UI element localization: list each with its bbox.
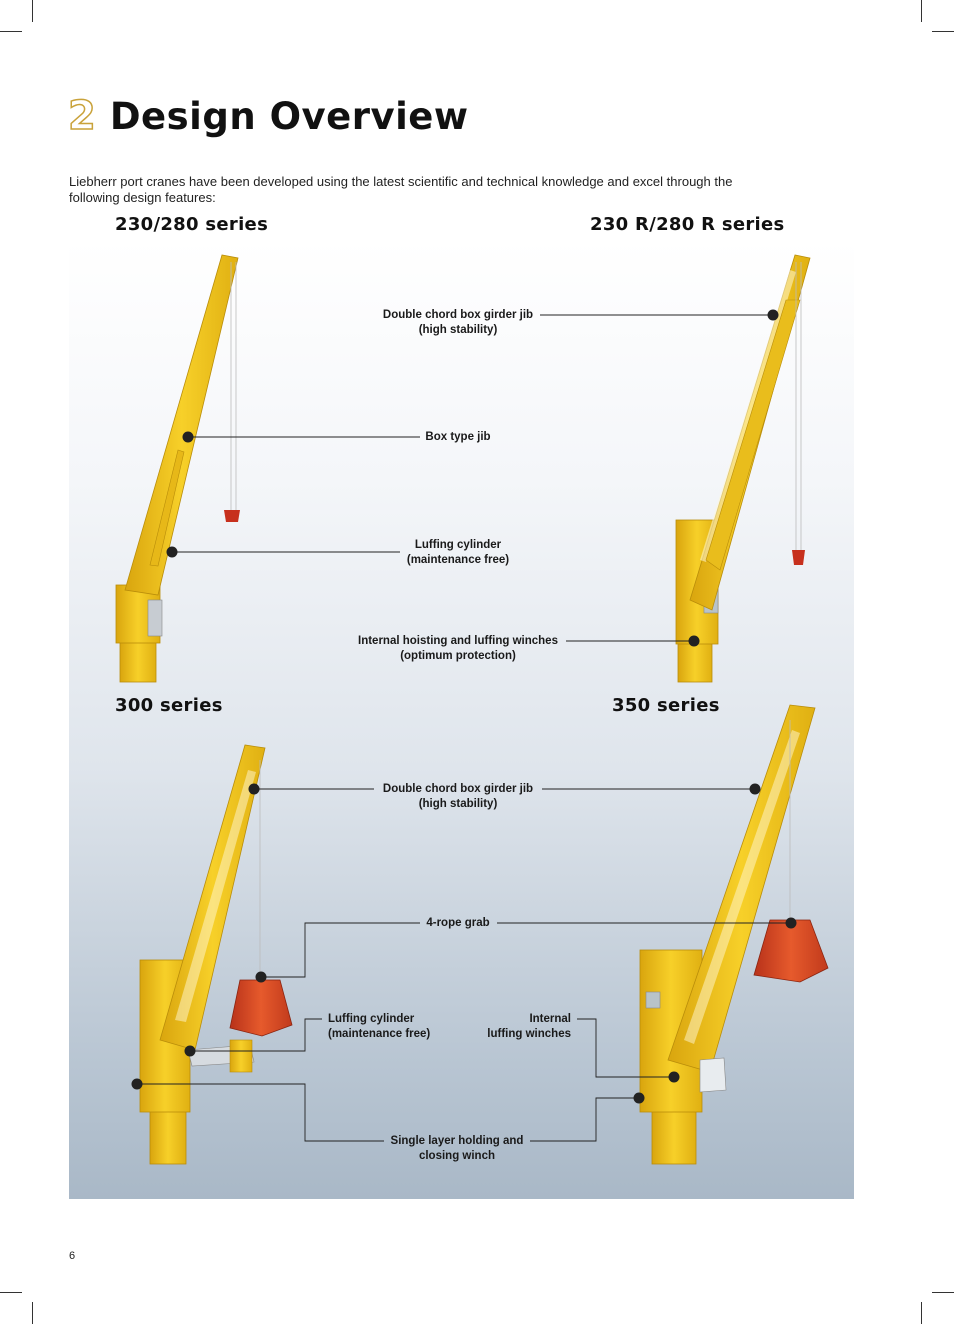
label-box-type-jib: Box type jib — [425, 431, 491, 443]
series-heading-230: 230/280 series — [115, 214, 269, 235]
label-internal-luffing-winches: Internal luffing winches — [487, 1013, 571, 1040]
label-double-chord-top: Double chord box girder jib (high stability) — [382, 309, 534, 336]
label-4-rope-grab: 4-rope grab — [426, 917, 490, 929]
crane-230r-series — [676, 255, 810, 682]
label-double-chord-bottom: Double chord box girder jib (high stability) — [382, 783, 534, 810]
intro-text: Liebherr port cranes have been developed using the latest scientific and technical knowledge and excel through the following design features: — [69, 174, 733, 205]
label-single-layer-winch: Single layer holding and closing winch — [390, 1135, 524, 1162]
section-number: 2 — [68, 93, 96, 139]
series-heading-300: 300 series — [115, 695, 223, 716]
title-text: Design Overview — [109, 94, 469, 138]
series-heading-350: 350 series — [612, 695, 720, 716]
crane-350-series — [634, 705, 829, 1164]
label-luffing-cylinder-top: Luffing cylinder (maintenance free) — [406, 539, 510, 566]
label-internal-winches: Internal hoisting and luffing winches (optimum protection) — [358, 635, 558, 662]
page-number: 6 — [69, 1250, 76, 1262]
series-heading-230r: 230 R/280 R series — [590, 214, 785, 235]
label-luffing-cylinder-bottom: Luffing cylinder (maintenance free) — [328, 1013, 431, 1040]
crane-230-series — [116, 255, 240, 682]
crane-300-series — [132, 745, 293, 1164]
